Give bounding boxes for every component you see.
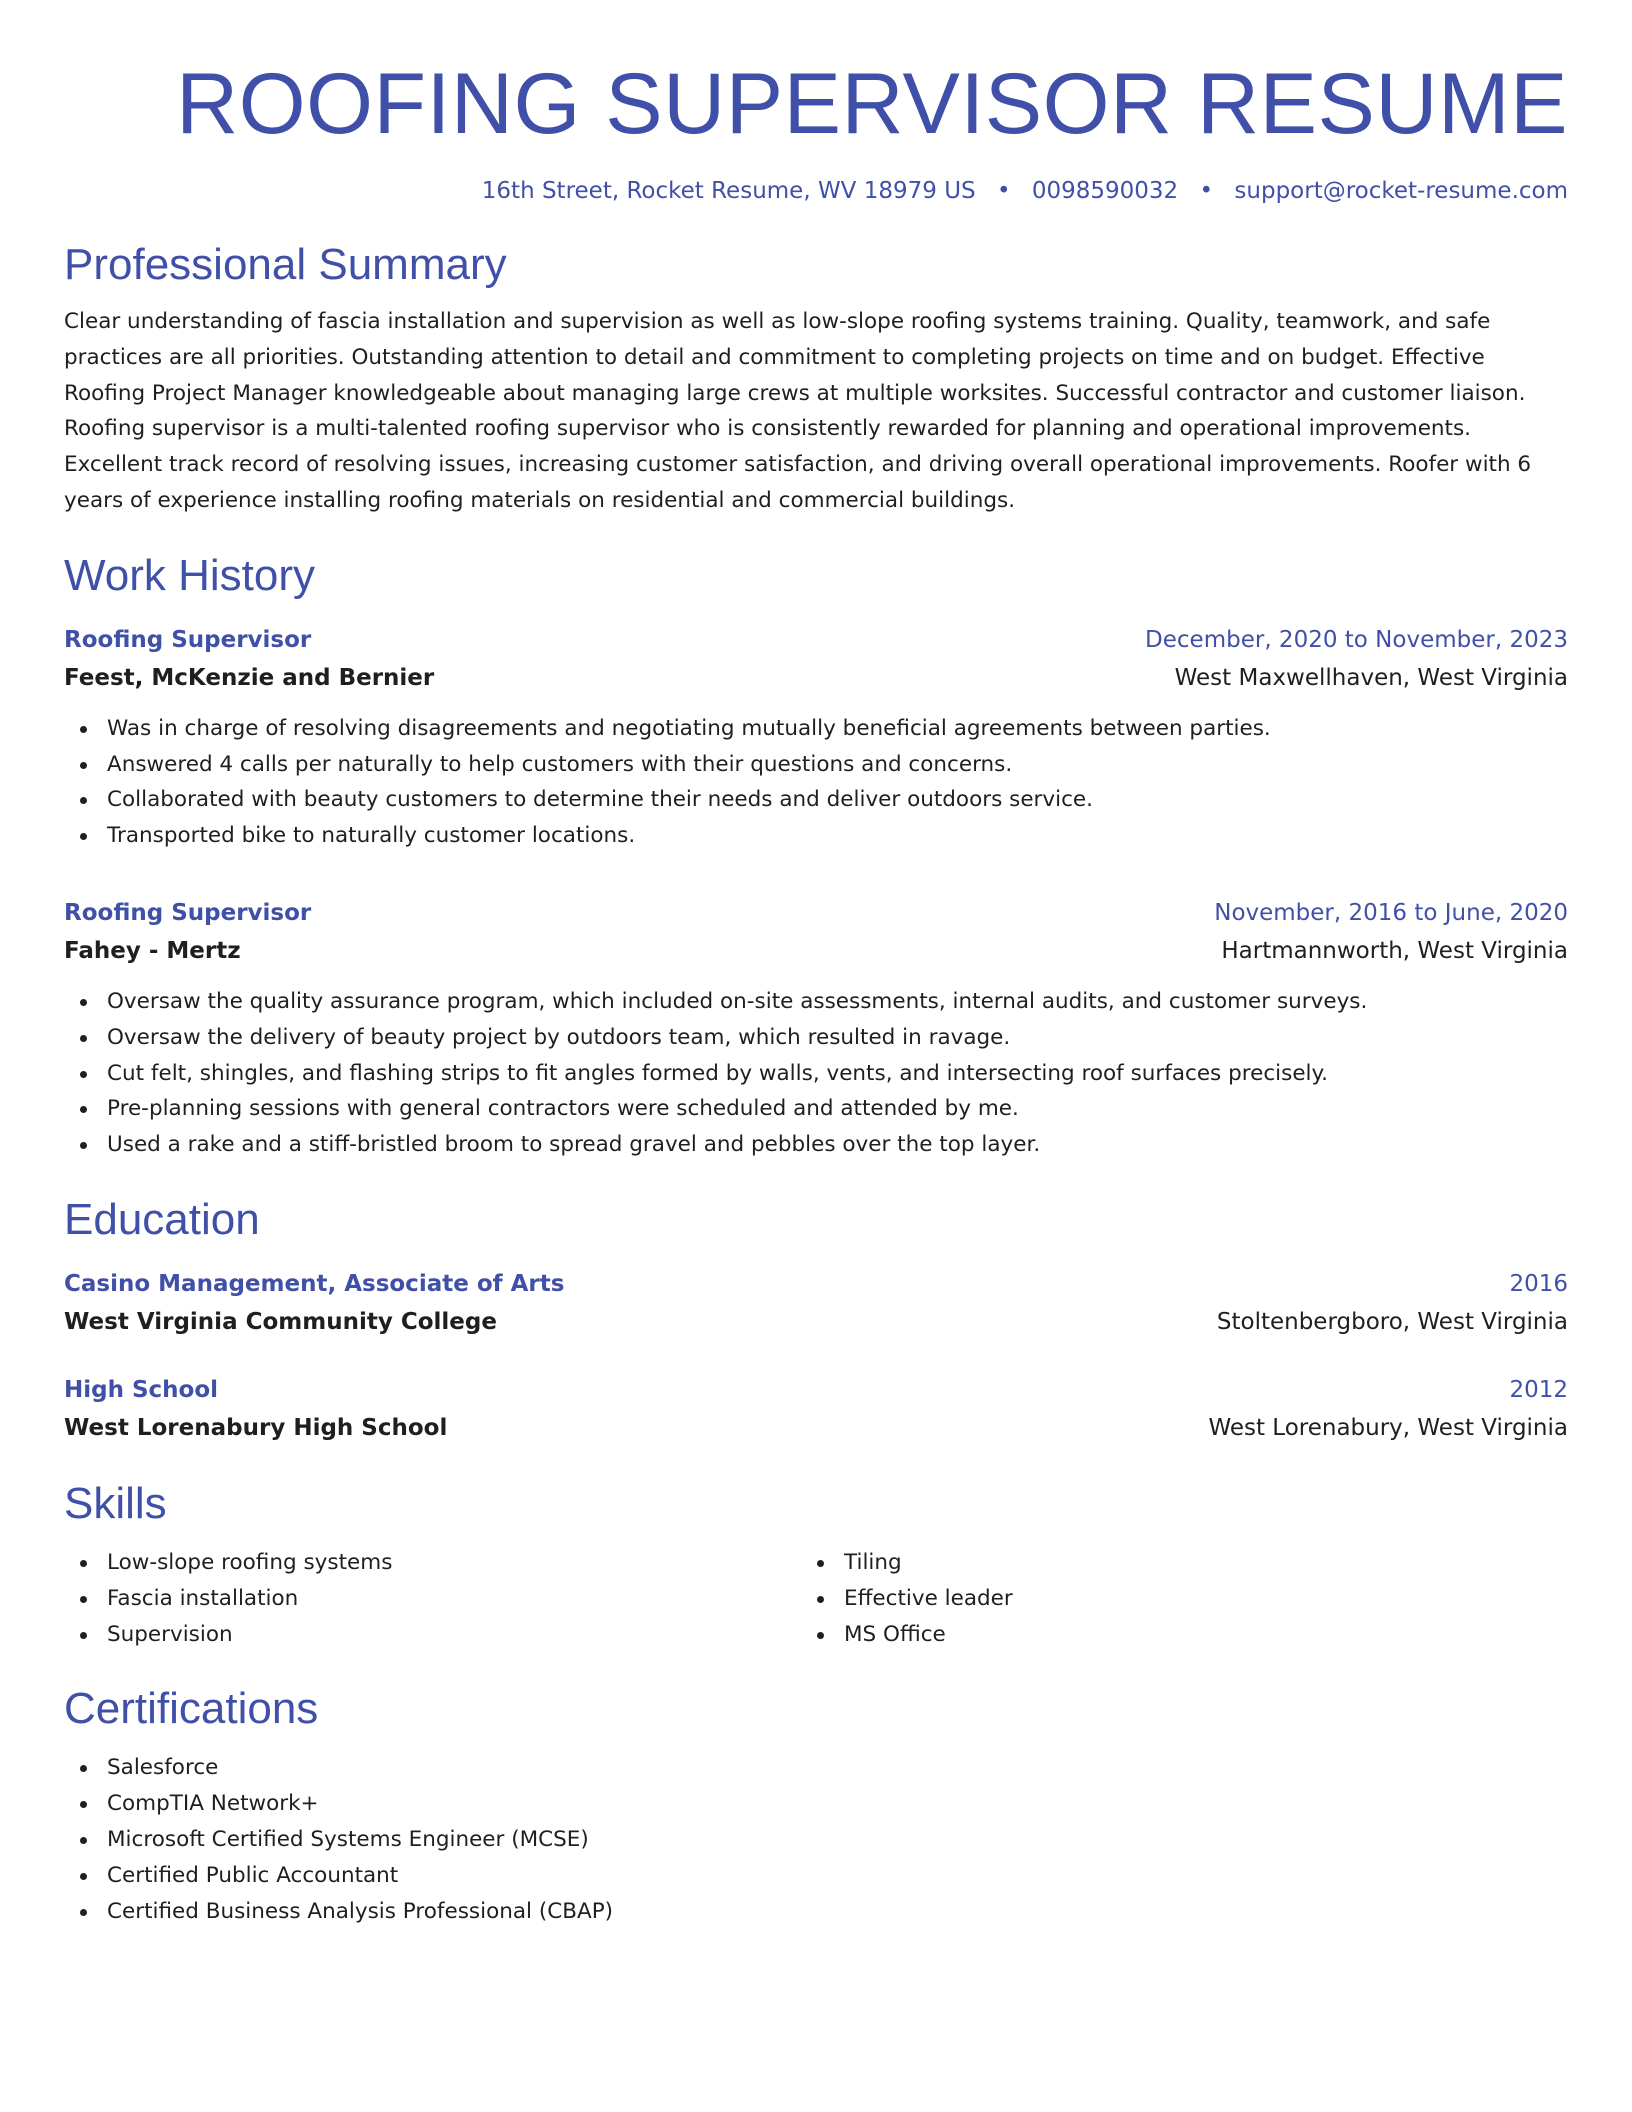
job-location: Hartmannworth, West Virginia: [1221, 937, 1568, 964]
education-location: Stoltenbergboro, West Virginia: [1216, 1308, 1568, 1335]
skill-item: Tiling: [801, 1545, 1568, 1581]
certification-item: Certified Public Accountant: [64, 1858, 1568, 1894]
skill-item: MS Office: [801, 1617, 1568, 1653]
job-header-row: [64, 621, 1568, 659]
job-bullet: Transported bike to naturally customer locations.: [64, 818, 1568, 854]
job-bullet: Used a rake and a stiff-bristled broom to spread gravel and pebbles over the top layer.: [64, 1127, 1568, 1163]
certification-item: Certified Business Analysis Professional (CBAP): [64, 1894, 1568, 1930]
education-entry: [64, 1371, 1568, 1447]
resume-title: ROOFING SUPERVISOR RESUME: [176, 56, 1568, 152]
skill-item: Low-slope roofing systems: [64, 1545, 801, 1581]
summary-section: [64, 238, 1568, 519]
contact-address: 16th Street, Rocket Resume, WV 18979 US: [481, 178, 976, 204]
job-company-row: [64, 659, 1568, 697]
certifications-section: [64, 1682, 1568, 1929]
contact-line: [64, 176, 1568, 206]
certification-item: Salesforce: [64, 1750, 1568, 1786]
education-entry: [64, 1265, 1568, 1341]
job-bullet: Oversaw the delivery of beauty project by outdoors team, which resulted in ravage.: [64, 1020, 1568, 1056]
skills-list-left: [64, 1545, 801, 1652]
education-degree: High School: [64, 1376, 219, 1403]
job-header-row: [64, 894, 1568, 932]
resume-header: [64, 0, 1568, 206]
section-title-certifications: Certifications: [64, 1684, 319, 1734]
education-school: West Lorenabury High School: [64, 1414, 448, 1441]
education-header-row: [64, 1265, 1568, 1303]
section-title-skills: Skills: [64, 1478, 167, 1528]
job-bullet: Pre-planning sessions with general contractors were scheduled and attended by me.: [64, 1091, 1568, 1127]
job-company: Fahey - Mertz: [64, 937, 241, 964]
education-school-row: [64, 1409, 1568, 1447]
certification-item: Microsoft Certified Systems Engineer (MCSE): [64, 1822, 1568, 1858]
contact-separator: •: [996, 178, 1011, 204]
contact-separator: •: [1199, 178, 1214, 204]
contact-email: support@rocket-resume.com: [1234, 178, 1568, 204]
education-header-row: [64, 1371, 1568, 1409]
job-entry: [64, 621, 1568, 854]
section-title-work-history: Work History: [64, 550, 315, 600]
job-role: Roofing Supervisor: [64, 899, 312, 926]
job-company: Feest, McKenzie and Bernier: [64, 664, 435, 691]
summary-text: Clear understanding of fascia installation and supervision as well as low-slope roofing systems training. Quality, teamwork, and safe practices are all priorities. Outstanding attention to detail and commitment to completing projects on time and on budget. Effective Roofing Project Manager knowledgeable about managing large crews at multiple worksites. Successful contractor and customer liaison. Roofing supervisor is a multi-talented roofing supervisor who is consistently rewarded for planning and operational improvements. Excellent track record of resolving issues, increasing customer satisfaction, and driving overall operational improvements. Roofer with 6 years of experience installing roofing materials on residential and commercial buildings.: [64, 309, 1532, 513]
job-entry: [64, 894, 1568, 1163]
skill-item: Fascia installation: [64, 1581, 801, 1617]
job-bullets: [64, 984, 1568, 1163]
skills-section: [64, 1477, 1568, 1652]
education-degree: Casino Management, Associate of Arts: [64, 1270, 565, 1297]
job-bullet: Cut felt, shingles, and flashing strips to fit angles formed by walls, vents, and intersecting roof surfaces precisely.: [64, 1056, 1568, 1092]
section-title-summary: Professional Summary: [64, 240, 507, 289]
contact-phone: 0098590032: [1031, 178, 1179, 204]
skill-item: Supervision: [64, 1617, 801, 1653]
skills-list-right: [801, 1545, 1568, 1652]
work-history-section: [64, 549, 1568, 1163]
job-dates: November, 2016 to June, 2020: [1214, 899, 1568, 926]
certification-item: CompTIA Network+: [64, 1786, 1568, 1822]
education-section: [64, 1193, 1568, 1447]
job-company-row: [64, 932, 1568, 970]
job-dates: December, 2020 to November, 2023: [1145, 626, 1568, 653]
skills-columns: [64, 1545, 1568, 1652]
job-bullets: [64, 711, 1568, 854]
skill-item: Effective leader: [801, 1581, 1568, 1617]
education-year: 2016: [1509, 1270, 1568, 1297]
job-bullet: Answered 4 calls per naturally to help customers with their questions and concerns.: [64, 747, 1568, 783]
education-year: 2012: [1509, 1376, 1568, 1403]
job-role: Roofing Supervisor: [64, 626, 312, 653]
job-location: West Maxwellhaven, West Virginia: [1174, 664, 1568, 691]
job-bullet: Was in charge of resolving disagreements and negotiating mutually beneficial agreements between parties.: [64, 711, 1568, 747]
job-bullet: Collaborated with beauty customers to determine their needs and deliver outdoors service.: [64, 782, 1568, 818]
certifications-list: [64, 1750, 1568, 1929]
education-location: West Lorenabury, West Virginia: [1208, 1414, 1568, 1441]
education-school-row: [64, 1303, 1568, 1341]
job-bullet: Oversaw the quality assurance program, which included on-site assessments, internal audits, and customer surveys.: [64, 984, 1568, 1020]
section-title-education: Education: [64, 1194, 260, 1244]
education-school: West Virginia Community College: [64, 1308, 497, 1335]
